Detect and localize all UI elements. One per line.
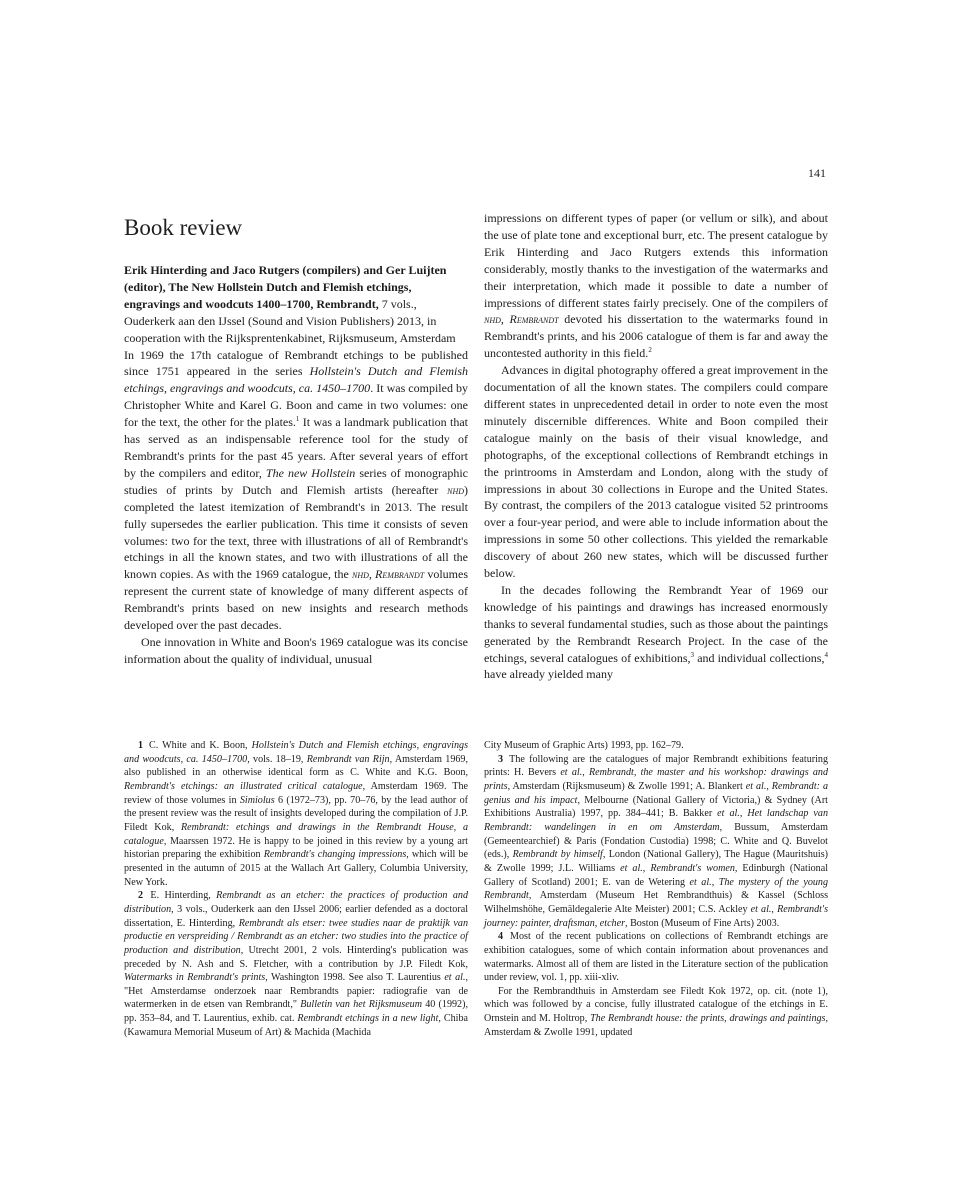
text-run: , Boston (Museum of Fine Arts) 2003. — [625, 917, 780, 929]
paragraph-4: Advances in digital photography offered a great improvement in the documentation of all the known states. The compilers could compare different states in unprecedented detail in order to note even the most minutely discernible differences. White and Boon compiled their catalogue mainly on the basis of their visual knowledge, and photographs, of the exceptional collections of Rembrandt etchings in the printrooms in Amsterdam and London, along with the study of impressions in about 30 collections in Europe and the United States. By contrast, the compilers of the 2013 catalogue visited 52 printrooms over a four-year period, and were able to include information about the impressions in some 50 other collections. This yielded the remarkable discovery of about 260 new states, which will be discussed further below. — [484, 363, 828, 581]
italic-title: Hollstein's Dutch and Flemish etchings, engravings and woodcuts, ca. 1450–1700 — [124, 740, 468, 765]
footnote-4-paragraph-2 — [484, 985, 828, 1040]
text-run: series of monographic studies of prints by Dutch and Flemish artists (hereafter — [124, 465, 468, 497]
text-run: , Utrecht 2001, 2 vols. Hinterding's publication was preceded by N. Ash and S. Fletcher, with a contribution by J.P. Filedt Kok, — [124, 944, 468, 970]
footnote-ref-3[interactable]: 3 — [690, 650, 695, 659]
footnote-ref-2[interactable]: 2 — [648, 346, 652, 355]
italic-title: Rembrandt etchings in a new light — [297, 1013, 439, 1025]
italic-text: et al. — [689, 876, 712, 888]
text-run: impressions on different types of paper (or vellum or silk), and about the use of plate tone and exceptional burr, etc. The present catalogue by Erik Hinterding and Jaco Rutgers extends this information considerably, mostly thanks to the investigation of the watermarks and their interpretation, which made it possible to date a number of impressions of different states fairly precisely. One of the compilers of — [484, 211, 828, 310]
footnote-2-continued: City Museum of Graphic Arts) 1993, pp. 162–79. — [484, 740, 684, 751]
italic-title: Rembrandt, the master and his workshop: drawings and prints — [484, 767, 828, 792]
text-run: In 1969 the 17th catalogue of Rembrandt etchings to be published since 1751 appeared in the series — [124, 347, 468, 379]
text-run: , — [739, 808, 748, 820]
text-run: It was a landmark publication that has served as an indispensable reference tool for the study of Rembrandt's prints for the past 45 years. After several years of effort by the compilers and editor, — [124, 415, 468, 480]
italic-text: et al. — [620, 862, 643, 874]
text-run: , vols. 18–19, — [247, 753, 307, 765]
text-run: , Chiba (Kawamura Memorial Museum of Art) & Machida (Machida — [124, 1013, 468, 1038]
footnote-number: 1 — [138, 740, 144, 751]
text-run: . It was compiled by Christopher White and Karel G. Boon and came in two volumes: one for the text, the other for the plates. — [124, 381, 468, 430]
text-run: In the decades following the Rembrandt Year of 1969 our knowledge of his paintings and drawings has increased enormously thanks to several fundamental studies, such as those about the paintings generated by the Rembrandt Research Project. In the case of the etchings, several catalogues of exhibitions, — [484, 582, 828, 665]
text-run: , — [766, 780, 772, 792]
footnote-ref-1[interactable]: 1 — [295, 415, 300, 424]
text-run: , — [771, 903, 778, 915]
text-run: , Amsterdam (Museum Het Rembrandthuis) & Kassel (Schloss Wilhelmshöhe, Gemäldegalerie Alte Meister) 2001; C.S. Ackley — [484, 890, 828, 915]
text-run: , Amsterdam (Rijksmuseum) & Zwolle 1991; A. Blankert — [507, 780, 746, 792]
bibliographic-entry — [124, 262, 468, 347]
italic-title: Rembrandt als etser: twee studies naar de praktijk van productie en verspreiding / Rembrandt as an etcher: two studies into the practice of production and distribution — [124, 917, 468, 956]
italic-title: Rembrandt's women — [650, 862, 735, 874]
paragraph-3 — [484, 210, 828, 362]
text-run: ) completed the latest itemization of Rembrandt's in 2013. The result fully supersedes the earlier publication. This time it consists of seven volumes: two for the text, three with illustrations of all of Rembrandt's etchings in all the known states, and two with illustrations of all the known copies. As with the 1969 catalogue, the — [124, 482, 468, 582]
italic-text: et al. — [745, 780, 767, 792]
footnote-number: 2 — [138, 890, 144, 902]
italic-title: Rembrandt's journey: painter, draftsman, etcher — [484, 903, 829, 929]
footnote-ref-4[interactable]: 4 — [824, 650, 828, 659]
text-run: , — [582, 767, 589, 779]
text-run: E. Hinterding, — [145, 890, 217, 902]
text-run: , Amsterdam 1969. The review of those volumes in — [124, 780, 469, 806]
abbreviation: nhd, Rembrandt — [484, 312, 559, 327]
text-run: The following are the catalogues of major Rembrandt exhibitions featuring prints: H. Bevers — [484, 753, 828, 779]
footnote-1 — [124, 739, 468, 889]
biblio-title: Erik Hinterding and Jaco Rutgers (compilers) and Ger Luijten (editor), The New Hollstein Dutch and Flemish etchings, engravings and woodcuts 1400–1700, Rembrandt, — [124, 263, 447, 311]
footnote-number: 3 — [498, 753, 504, 765]
text-run: , Edinburgh (National Gallery of Scotland) 2001; E. van de Wetering — [484, 862, 829, 888]
right-column — [484, 210, 828, 683]
italic-title: Rembrandt's changing impressions — [263, 849, 407, 861]
italic-text: et al. — [750, 903, 772, 915]
text-run: have already yielded many — [484, 667, 613, 682]
italic-title: Simiolus — [239, 794, 275, 806]
paragraph-1 — [124, 347, 468, 634]
text-run: , Bussum, Amsterdam (Gemeentearchief) & Paris (Fondation Custodia) 1998; C. White and Q. Buvelot (eds.), — [484, 821, 828, 861]
text-run: For the Rembrandthuis in Amsterdam see Filedt Kok 1972, op. cit. (note 1), which was followed by a concise, fully illustrated catalogue of the etchings in E. Ornstein and M. Holtrop, — [484, 985, 828, 1025]
text-run: , Melbourne (National Gallery of Victoria,) & Sydney (Art Exhibitions Australia) 1997, pp. 384–441; B. Bakker — [484, 794, 828, 820]
italic-text: et al. — [560, 767, 583, 779]
text-run: , — [711, 876, 719, 888]
text-run: 6 (1972–73), pp. 70–76, by the lead author of the present review was the result of insights developed during the compilation of J.P. Filedt Kok, — [124, 794, 468, 833]
text-run: 40 (1992), pp. 353–84, and T. Laurentius, exhib. cat. — [124, 999, 468, 1025]
text-run: , Amsterdam & Zwolle 1991, updated — [484, 1013, 828, 1038]
text-run: devoted his dissertation to the watermarks found in Rembrandt's prints, and his 2006 catalogue of them is far and away the uncontested authority in this field. — [484, 312, 828, 361]
italic-title: Rembrandt: etchings and drawings in the Rembrandt House, a catalogue — [124, 821, 468, 847]
italic-title: Rembrandt as an etcher: the practices of production and distribution — [124, 890, 468, 915]
italic-title: Rembrandt's etchings: an illustrated critical catalogue — [124, 780, 363, 792]
text-run: , Maarssen 1972. He is happy to be joined in this review by a young art historian preparing the exhibition — [124, 835, 468, 861]
abbreviation: nhd — [447, 482, 464, 497]
italic-title: Rembrandt van Rijn — [306, 753, 390, 765]
italic-title: The Rembrandt house: the prints, drawings and paintings — [590, 1013, 826, 1025]
paragraph-5 — [484, 582, 828, 683]
footnote-4 — [484, 930, 828, 985]
left-column — [124, 210, 468, 668]
italic-title: Hollstein's Dutch and Flemish etchings, engravings and woodcuts, ca. 1450–1700 — [124, 364, 468, 396]
text-run: Most of the recent publications on collections of Rembrandt etchings are exhibition catalogues, some of which contain information about provenances and watermarks. Almost all of them are listed in the Literature section of the publication under review, vol. 1, pp. xiii-xliv. — [484, 931, 828, 984]
footnote-number: 4 — [498, 931, 504, 943]
footnote-3 — [484, 753, 828, 931]
text-run: volumes represent the current state of knowledge of many different aspects of Rembrandt's prints based on new insights and research methods developed over the past decades. — [124, 567, 469, 633]
italic-title: Rembrandt by himself — [512, 849, 603, 861]
paragraph-2: One innovation in White and Boon's 1969 catalogue was its concise information about the quality of individual, unusual — [124, 634, 468, 666]
section-heading: Book review — [124, 215, 243, 240]
page-number: 141 — [808, 166, 826, 180]
footnotes-right — [484, 739, 828, 1039]
text-run: , London (National Gallery), The Hague (Mauritshuis) & Zwolle 1999; J.L. Williams — [484, 849, 829, 874]
italic-text: et al. — [717, 808, 740, 820]
abbreviation: nhd, Rembrandt — [352, 567, 425, 582]
text-run: , which will be presented in the autumn of 2015 at the Wallach Art Gallery, Columbia University, New York. — [124, 849, 468, 888]
text-run: , "Het Amsterdamse onderzoek naar Rembrandts papier: radiografie van de watermerken in de etsen van Rembrandt," — [124, 972, 468, 1011]
footnotes-left — [124, 739, 468, 1039]
text-run: , 3 vols., Ouderkerk aan den IJssel 2006; earlier defended as a doctoral dissertation, E. Hinterding, — [124, 903, 468, 929]
italic-title: Watermarks in Rembrandt's prints — [124, 972, 266, 984]
italic-title: The new Hollstein — [265, 465, 356, 480]
italic-title: et al. — [444, 972, 466, 984]
footnote-2 — [124, 889, 468, 1039]
italic-title: The mystery of the young Rembrandt — [484, 876, 829, 902]
text-run: , Washington 1998. See also T. Laurentius — [265, 972, 445, 984]
italic-title: Bulletin van het Rijksmuseum — [300, 999, 423, 1011]
italic-title: Rembrandt: a genius and his impact — [484, 780, 828, 806]
italic-title: Het landschap van Rembrandt: wandelingen in en om Amsterdam — [484, 808, 828, 833]
biblio-details: 7 vols., Ouderkerk aan den IJssel (Sound and Vision Publishers) 2013, in cooperation with the Rijksprentenkabinet, Rijksmuseum, Amsterdam — [124, 296, 456, 345]
text-run: , — [642, 862, 651, 874]
text-run: C. White and K. Boon, — [145, 740, 252, 751]
text-run: , Amsterdam 1969, also published in an otherwise identical form as C. White and K.G. Boon, — [124, 753, 468, 779]
text-run: and individual collections, — [694, 650, 825, 665]
